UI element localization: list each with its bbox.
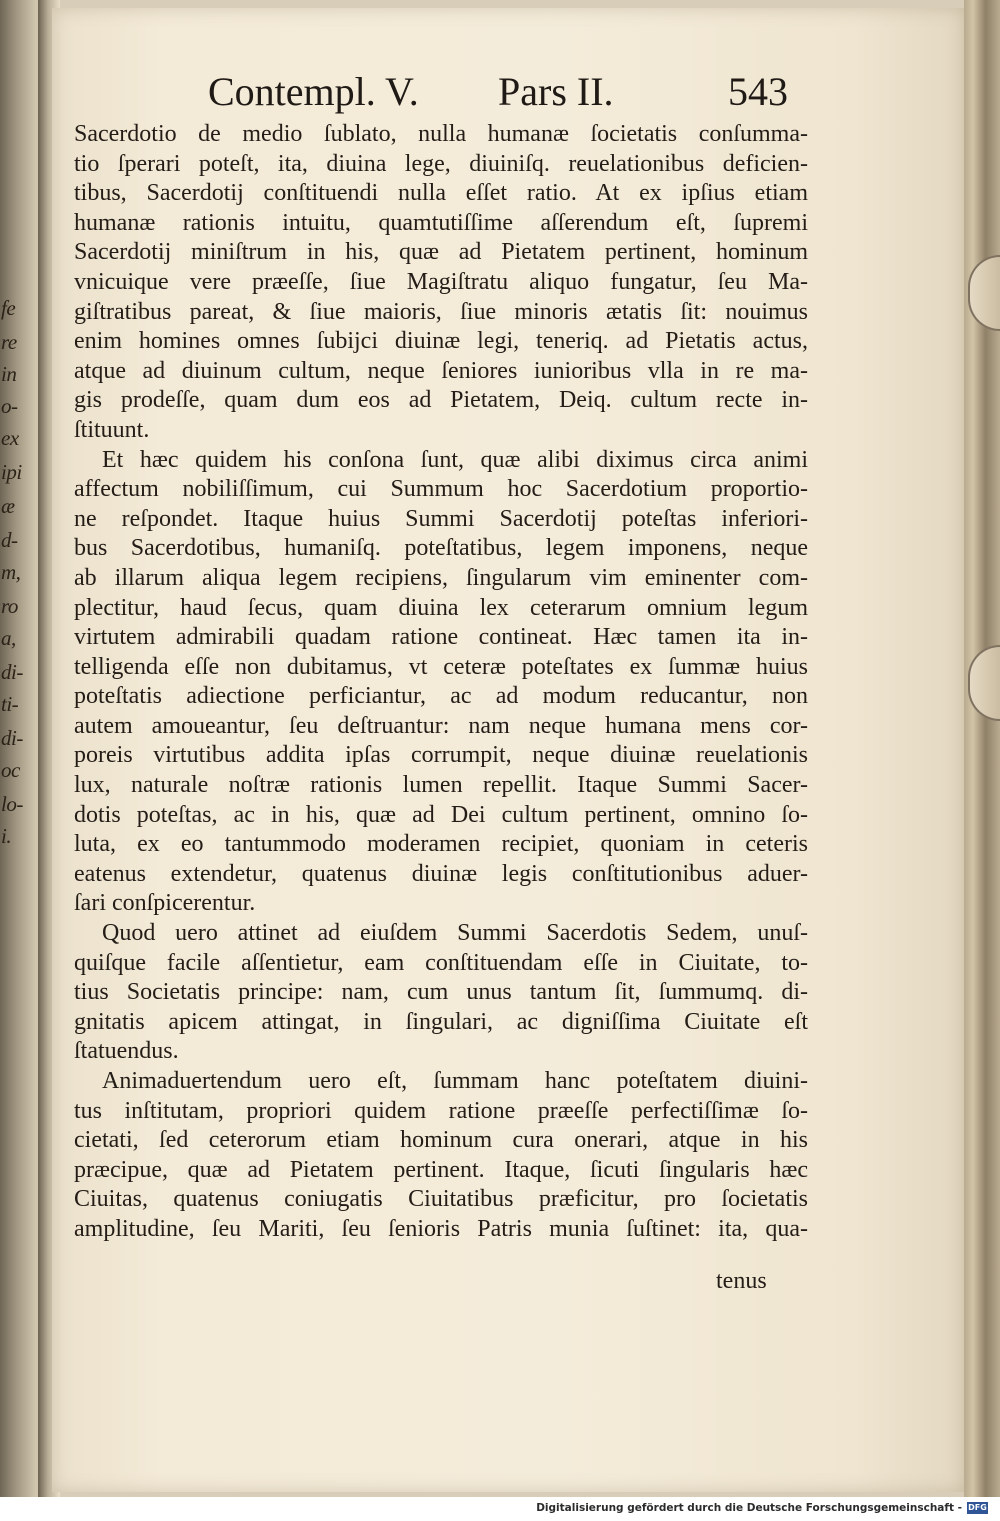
- facing-page-fragment: ti-: [1, 692, 19, 716]
- facing-page-fragment: m,: [1, 560, 21, 584]
- text-line: Sacerdotio de medio ſublato, nulla humanæ ſocietatis conſumma-: [74, 121, 808, 147]
- text-line: Animaduertendum uero eſt, ſummam hanc poteſtatem diuini-: [102, 1068, 808, 1094]
- running-head-title: Contempl. V.: [208, 69, 419, 114]
- page-fore-edge: [964, 0, 1000, 1497]
- facing-page-fragment: a,: [1, 626, 16, 650]
- running-head: [208, 66, 788, 118]
- facing-page-fragment: in: [1, 362, 17, 386]
- text-line: humanæ rationis intuitu, quamtutiſſime aſſerendum eſt, ſupremi: [74, 209, 808, 236]
- text-line: Quod uero attinet ad eiuſdem Summi Sacerdotis Sedem, unuſ-: [102, 920, 808, 947]
- facing-page-fragment: ro: [1, 594, 18, 618]
- text-line: dotis poteſtas, ac in his, quæ ad Dei cultum pertinent, omnino ſo-: [74, 801, 808, 828]
- facing-page-fragment: lo-: [1, 792, 23, 816]
- text-line: gis prodeſſe, quam dum eos ad Pietatem, Deiq. cultum recte in-: [74, 387, 808, 414]
- facing-page-fragment: æ: [1, 494, 15, 518]
- facing-page-fragment: ipi: [1, 460, 22, 484]
- text-line: Ciuitas, quatenus coniugatis Ciuitatibus præficitur, pro ſocietatis: [74, 1186, 808, 1213]
- text-line: autem amoueantur, ſeu deſtruantur: nam neque humana mens cor-: [74, 712, 808, 739]
- text-line: ne reſpondet. Itaque huius Summi Sacerdotij poteſtas inferiori-: [74, 505, 808, 532]
- facing-page-fragment: di-: [1, 726, 23, 750]
- catchword: tenus: [716, 1268, 767, 1294]
- text-line: ſtituunt.: [74, 416, 150, 443]
- text-line: tibus, Sacerdotij conſtituendi nulla eſſet ratio. At ex ipſius etiam: [74, 180, 808, 207]
- text-line: giſtratibus pareat, & ſiue maioris, ſiue minoris ætatis ſit: nouimus: [74, 298, 808, 325]
- text-line: eatenus extendetur, quatenus diuinæ legis conſtitutionibus aduer-: [74, 860, 808, 887]
- text-line: plectitur, haud ſecus, quam diuina lex ceterarum omnium legum: [74, 594, 808, 621]
- text-line: quiſque facile aſſentietur, eam conſtituendam eſſe in Ciuitate, to-: [74, 949, 808, 976]
- text-line: Sacerdotij miniſtrum in his, quæ ad Pietatem pertinent, hominum: [74, 239, 808, 266]
- footer-credit: Digitalisierung gefördert durch die Deutsche Forschungsgemeinschaft -: [536, 1502, 962, 1514]
- text-line: poreis virtutibus addita ipſas corrumpit, neque diuinæ reuelationis: [74, 742, 808, 769]
- text-line: ſtatuendus.: [74, 1038, 179, 1065]
- text-line: gnitatis apicem attingat, in ſingulari, ac digniſſima Ciuitate eſt: [74, 1008, 808, 1035]
- text-line: lux, naturale noſtræ rationis lumen repellit. Itaque Summi Sacer-: [74, 772, 808, 799]
- text-line: amplitudine, ſeu Mariti, ſeu ſenioris Patris munia ſuſtinet: ita, qua-: [74, 1215, 808, 1242]
- text-line: enim homines omnes ſubijci diuinæ legi, teneriq. ad Pietatis actus,: [74, 328, 808, 355]
- facing-page-fragment: oc: [1, 758, 20, 782]
- text-line: vnicuique vere præeſſe, ſiue Magiſtratu aliquo fungatur, ſeu Ma-: [74, 268, 808, 295]
- text-line: virtutem admirabili quadam ratione contineat. Hæc tamen ita in-: [74, 624, 808, 651]
- body-text: [74, 120, 808, 1245]
- text-line: cietati, ſed ceterorum etiam hominum cura onerari, atque in his: [74, 1127, 808, 1154]
- page-number: 543: [728, 69, 788, 114]
- dfg-logo: DFG: [968, 1503, 987, 1512]
- running-head-part: Pars II.: [498, 69, 614, 114]
- text-line: atque ad diuinum cultum, neque ſeniores iunioribus vlla in re ma-: [74, 357, 808, 384]
- text-line: ab illarum aliqua legem recipiens, ſingularum vim eminenter com-: [74, 564, 808, 591]
- text-line: telligenda eſſe non dubitamus, vt ceteræ poteſtates ex ſummæ huius: [74, 653, 808, 680]
- text-line: affectum nobiliſſimum, cui Summum hoc Sacerdotium proportio-: [74, 476, 808, 503]
- facing-page-fragment: fe: [1, 296, 16, 320]
- text-line: tus inſtitutam, propriori quidem ratione præeſſe perfectiſſimæ ſo-: [74, 1097, 808, 1124]
- facing-page-fragment: ex: [1, 426, 19, 450]
- text-line: tio ſperari poteſt, ita, diuina lege, diuiniſq. reuelationibus deficien-: [74, 150, 808, 177]
- text-line: bus Sacerdotibus, humaniſq. poteſtatibus, legem imponens, neque: [74, 535, 808, 562]
- facing-page-fragment: i.: [1, 824, 12, 848]
- text-line: Et hæc quidem his conſona ſunt, quæ alibi diximus circa animi: [102, 446, 808, 473]
- text-line: poteſtatis adiectione perficiantur, ac ad modum reducantur, non: [74, 683, 808, 710]
- facing-page-fragment: re: [1, 330, 17, 354]
- text-line: tius Societatis principe: nam, cum unus tantum ſit, ſummumq. di-: [74, 979, 808, 1006]
- text-line: præcipue, quæ ad Pietatem pertinent. Itaque, ſicuti ſingularis hæc: [74, 1156, 808, 1183]
- facing-page-fragment: o-: [1, 394, 18, 418]
- facing-page-fragment: di-: [1, 660, 23, 684]
- text-line: ſari conſpicerentur.: [74, 890, 256, 917]
- text-line: luta, ex eo tantummodo moderamen recipiet, quoniam in ceteris: [74, 831, 808, 858]
- digitization-footer: [0, 1497, 1000, 1521]
- facing-page-fragment: d-: [1, 528, 18, 552]
